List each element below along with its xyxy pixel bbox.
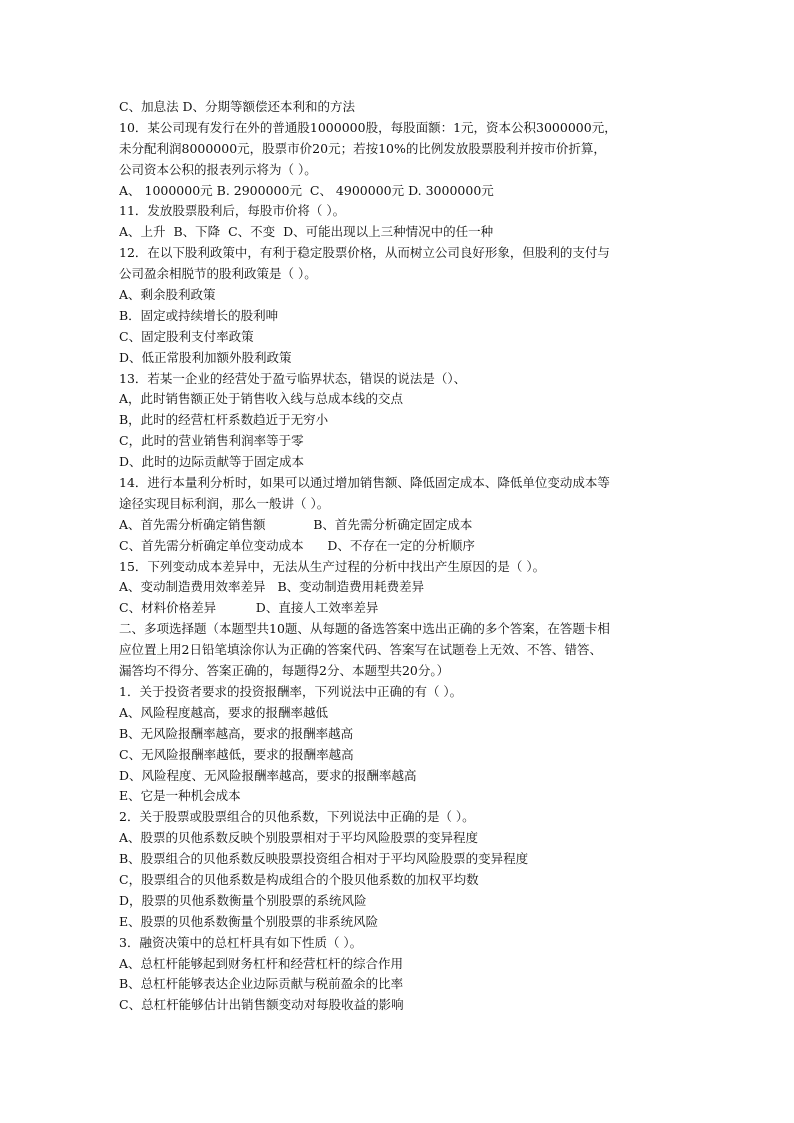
text-line: 公司资本公积的报表列示将为（ ）。 <box>119 161 317 177</box>
section-heading: 二、多项选择题（本题型共10题、从每题的备选答案中选出正确的多个答案，在答题卡相 <box>119 621 610 637</box>
option-line: B、股票组合的贝他系数反映股票投资组合相对于平均风险股票的变异程度 <box>119 851 529 867</box>
question-12-stem: 12．在以下股利政策中，有利于稳定股票价格，从而树立公司良好形象，但股利的支付与 <box>119 245 610 261</box>
option-line: B、无风险报酬率越高，要求的报酬率越高 <box>119 725 354 741</box>
text-line: 途径实现目标利润，那么一般讲（ ）。 <box>119 495 330 511</box>
question-13-stem: 13．若某一企业的经营处于盈亏临界状态，错误的说法是（）、 <box>119 370 467 386</box>
option-line: A、首先需分析确定销售额 B、首先需分析确定固定成本 <box>119 516 473 532</box>
text-line: 公司盈余相脱节的股利政策是（ ）。 <box>119 266 317 282</box>
option-line: D、此时的边际贡献等于固定成本 <box>119 454 305 470</box>
option-line: A，此时销售额正处于销售收入线与总成本线的交点 <box>119 391 404 407</box>
option-line: C，股票组合的贝他系数是构成组合的个股贝他系数的加权平均数 <box>119 871 479 887</box>
mc-question-3-stem: 3．融资决策中的总杠杆具有如下性质（ ）。 <box>119 934 363 950</box>
question-11-options: A、上升 B、下降 C、不变 D、可能出现以上三种情况中的任一种 <box>119 224 494 240</box>
option-line: A、股票的贝他系数反映个别股票相对于平均风险股票的变异程度 <box>119 830 479 846</box>
question-10-stem: 10．某公司现有发行在外的普通股1000000股，每股面额：1元，资本公积3000000元， <box>119 119 617 135</box>
document-page <box>119 97 679 1016</box>
question-14-stem: 14．进行本量利分析时，如果可以通过增加销售额、降低固定成本、降低单位变动成本等 <box>119 475 610 491</box>
text-line: C、加息法 D、分期等额偿还本利和的方法 <box>119 99 356 114</box>
option-line: A、变动制造费用效率差异 B、变动制造费用耗费差异 <box>119 579 425 595</box>
option-line: C、首先需分析确定单位变动成本 D、不存在一定的分析顺序 <box>119 537 475 553</box>
option-line: B，此时的经营杠杆系数趋近于无穷小 <box>119 412 329 428</box>
option-line: C，此时的营业销售利润率等于零 <box>119 433 304 449</box>
option-line: B．固定或持续增长的股利呻 <box>119 307 279 323</box>
question-10-options: A、 1000000元 B. 2900000元 C、 4900000元 D. 3000000元 <box>119 182 494 198</box>
option-line: A、风险程度越高，要求的报酬率越低 <box>119 704 329 720</box>
option-line: E、它是一种机会成本 <box>119 788 241 804</box>
text-line: 未分配利润8000000元，股票市价20元；若按10%的比例发放股票股利并按市价折算， <box>119 140 606 156</box>
option-line: C、总杠杆能够估计出销售额变动对每股收益的影响 <box>119 997 404 1013</box>
option-line: D，股票的贝他系数衡量个别股票的系统风险 <box>119 892 367 908</box>
option-line: E、股票的贝他系数衡量个别股票的非系统风险 <box>119 913 379 929</box>
mc-question-2-stem: 2．关于股票或股票组合的贝他系数，下列说法中正确的是（ ）。 <box>119 809 475 825</box>
option-line: C、无风险报酬率越低，要求的报酬率越高 <box>119 746 354 762</box>
option-line: A、剩余股利政策 <box>119 287 216 303</box>
option-line: D、风险程度、无风险报酬率越高，要求的报酬率越高 <box>119 767 417 783</box>
option-line: C、固定股利支付率政策 <box>119 328 254 344</box>
text-line: 漏答均不得分、答案正确的，每题得2分、本题型共20分。） <box>119 663 450 679</box>
option-line: D、低正常股利加额外股利政策 <box>119 349 292 365</box>
option-line: A、总杠杆能够起到财务杠杆和经营杠杆的综合作用 <box>119 955 404 971</box>
text-line: 应位置上用2日铅笔填涂你认为正确的答案代码、答案写在试题卷上无效、不答、错答、 <box>119 642 602 658</box>
question-11-stem: 11．发放股票股利后，每股市价将（ ）。 <box>119 203 346 219</box>
question-15-stem: 15．下列变动成本差异中，无法从生产过程的分析中找出产生原因的是（ ）。 <box>119 558 546 574</box>
option-line: B、总杠杆能够表达企业边际贡献与税前盈余的比率 <box>119 976 404 992</box>
mc-question-1-stem: 1．关于投资者要求的投资报酬率，下列说法中正确的有（ ）。 <box>119 683 463 699</box>
option-line: C、材料价格差异 D、直接人工效率差异 <box>119 600 379 616</box>
